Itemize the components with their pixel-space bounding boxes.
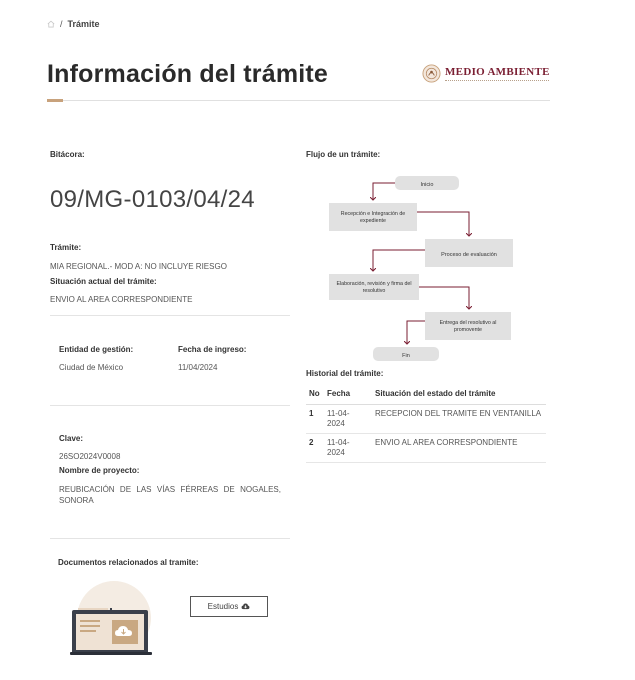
section-divider [50, 405, 290, 406]
flow-label-entrega-1: Entrega del resolutivo al [439, 320, 497, 326]
row-no: 2 [306, 434, 324, 463]
row-fecha-line: 11-04- [327, 438, 350, 447]
table-header-row [306, 386, 546, 405]
row-situacion: ENVIO AL AREA CORRESPONDIENTE [372, 434, 546, 463]
table-row [306, 434, 546, 463]
flow-label-fin: Fin [402, 353, 410, 359]
flow-arrow [419, 287, 469, 309]
col-no: No [306, 386, 324, 405]
flow-step-elaboracion [329, 274, 419, 300]
flow-label-entrega-2: promovente [454, 327, 482, 333]
logo-name: MEDIO AMBIENTE [445, 65, 550, 78]
tramite-label: Trámite: [50, 243, 82, 252]
breadcrumb [47, 19, 100, 29]
historial-table [306, 386, 546, 463]
flujo-label: Flujo de un trámite: [306, 150, 381, 159]
tramite-value: MIA REGIONAL.- MOD A: NO INCLUYE RIESGO [50, 262, 227, 271]
estudios-button[interactable] [190, 596, 268, 617]
entidad-label: Entidad de gestión: [59, 345, 134, 354]
flow-label-inicio: Inicio [420, 182, 434, 188]
row-fecha-line: 2024 [327, 448, 345, 457]
col-fecha: Fecha [324, 386, 372, 405]
seal-icon [422, 64, 441, 83]
documentos-label: Documentos relacionados al tramite: [58, 558, 199, 567]
title-accent-bar [47, 99, 63, 102]
breadcrumb-current: Trámite [67, 19, 100, 29]
flow-label-proceso: Proceso de evaluación [441, 252, 497, 258]
flow-label-recepcion-2: expediente [360, 218, 386, 224]
historial-label: Historial del trámite: [306, 369, 384, 378]
flow-arrow [373, 183, 395, 200]
fecha-ingreso-label: Fecha de ingreso: [178, 345, 247, 354]
home-icon[interactable] [47, 20, 55, 28]
medio-ambiente-logo[interactable] [422, 64, 550, 83]
section-divider [50, 315, 290, 316]
flow-arrow [417, 212, 469, 236]
situacion-label: Situación actual del trámite: [50, 277, 157, 286]
row-fecha [324, 405, 372, 434]
row-fecha-line: 2024 [327, 419, 345, 428]
proyecto-label: Nombre de proyecto: [59, 466, 140, 475]
bitacora-label: Bitácora: [50, 150, 85, 159]
cloud-download-icon [241, 603, 250, 610]
breadcrumb-separator: / [60, 19, 63, 29]
row-situacion: RECEPCION DEL TRAMITE EN VENTANILLA [372, 405, 546, 434]
row-fecha-line: 11-04- [327, 409, 350, 418]
fecha-ingreso-value: 11/04/2024 [178, 363, 218, 372]
clave-value: 26SO2024V0008 [59, 452, 121, 461]
clave-label: Clave: [59, 434, 84, 443]
estudios-button-label: Estudios [207, 602, 239, 611]
flow-arrow [373, 250, 425, 271]
flow-arrow [407, 321, 425, 344]
flow-step-recepcion [329, 203, 417, 231]
row-no: 1 [306, 405, 324, 434]
title-divider [47, 100, 550, 101]
tramite-flow-diagram [315, 170, 555, 370]
flow-label-elaboracion-2: resolutivo [362, 288, 386, 294]
col-situacion: Situación del estado del trámite [372, 386, 546, 405]
section-divider [50, 538, 290, 539]
flow-label-recepcion-1: Recepción e Integración de [340, 211, 406, 217]
flow-step-entrega [425, 312, 511, 340]
flow-label-elaboracion-1: Elaboración, revisión y firma del [336, 281, 412, 287]
logo-subtitle-rule [445, 80, 549, 82]
situacion-value: ENVIO AL AREA CORRESPONDIENTE [50, 295, 193, 304]
row-fecha [324, 434, 372, 463]
document-cloud-illustration [66, 580, 162, 656]
table-row [306, 405, 546, 434]
entidad-value: Ciudad de México [59, 363, 124, 372]
bitacora-number: 09/MG-0103/04/24 [50, 186, 255, 213]
proyecto-value: REUBICACIÓN DE LAS VÍAS FÉRREAS DE NOGALES, SONORA [59, 485, 281, 505]
page-title: Información del trámite [47, 60, 329, 88]
